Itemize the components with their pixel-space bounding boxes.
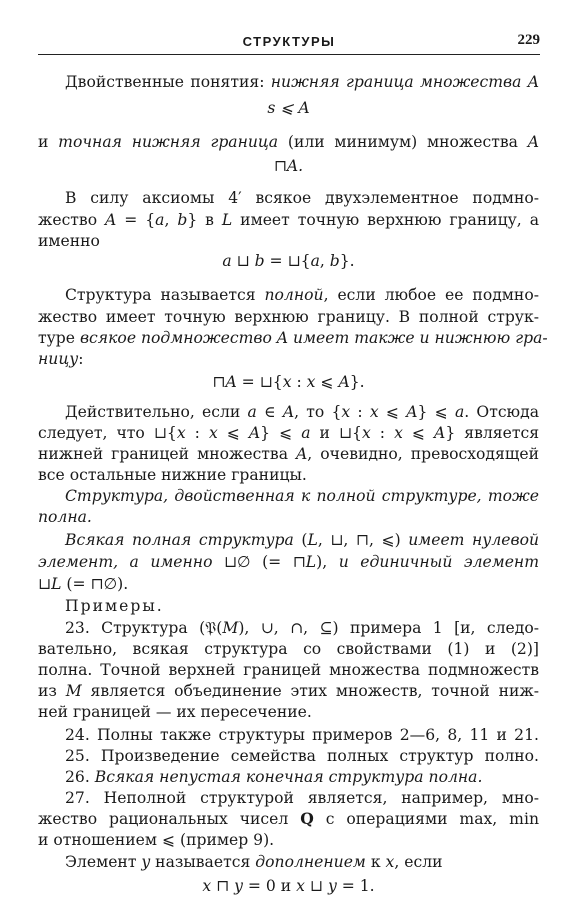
text-span: ⊓A bbox=[212, 373, 237, 391]
text-span: ⩽ bbox=[378, 403, 407, 421]
text-span: с операциями max, min bbox=[313, 810, 539, 828]
text-span: a bbox=[310, 252, 320, 270]
text-span: ⊔ bbox=[231, 252, 255, 270]
text-span: жество имеет точную верхнюю границу. В полной струк- bbox=[38, 308, 539, 326]
text-span: Элемент bbox=[65, 853, 142, 871]
text-span: x bbox=[176, 424, 186, 442]
text-span: L bbox=[307, 531, 318, 549]
text-span: и отношением ⩽ (пример 9). bbox=[38, 831, 275, 849]
text-line bbox=[38, 328, 548, 348]
text-span: ( bbox=[293, 531, 308, 549]
text-line bbox=[65, 788, 539, 808]
text-span: В силу аксиомы 4′ всякое двухэлементное подмно- bbox=[65, 189, 539, 207]
formula bbox=[38, 251, 539, 271]
text-span: A bbox=[406, 403, 418, 421]
text-span: : bbox=[78, 350, 84, 368]
text-span: } является bbox=[445, 424, 540, 442]
text-span: L bbox=[221, 211, 233, 229]
text-span: 26. bbox=[65, 768, 95, 786]
formula bbox=[38, 98, 539, 118]
text-span: x bbox=[361, 424, 371, 442]
text-span: x bbox=[369, 403, 379, 421]
text-span: (или минимум) множества bbox=[278, 133, 528, 151]
text-line bbox=[38, 639, 539, 659]
text-line bbox=[38, 809, 539, 829]
text-line bbox=[38, 574, 128, 594]
text-span: y bbox=[234, 877, 243, 895]
text-span: Структура называется bbox=[65, 286, 265, 304]
text-span: L bbox=[305, 553, 317, 571]
text-line bbox=[38, 210, 539, 230]
text-line bbox=[65, 402, 539, 422]
page-number: 229 bbox=[517, 32, 540, 48]
text-span: x bbox=[282, 373, 292, 391]
text-line bbox=[65, 725, 539, 745]
text-line bbox=[65, 72, 539, 92]
text-span: ницу bbox=[38, 350, 79, 368]
text-span: b bbox=[177, 211, 188, 229]
text-line bbox=[38, 552, 539, 572]
text-span: ⩽ bbox=[217, 424, 249, 442]
text-span: ⩽ bbox=[402, 424, 435, 442]
text-span: ней границей — их пересечение. bbox=[38, 703, 312, 721]
text-span: M bbox=[65, 682, 82, 700]
text-span: y bbox=[327, 877, 337, 895]
text-line bbox=[65, 746, 539, 766]
text-line bbox=[38, 349, 84, 369]
text-span: ⊓ bbox=[211, 877, 235, 895]
text-span: : bbox=[370, 424, 395, 442]
text-span: A bbox=[434, 424, 446, 442]
text-span: a bbox=[222, 252, 232, 270]
text-span: нижней границей множества bbox=[38, 445, 297, 463]
text-line bbox=[65, 486, 539, 506]
text-span: и bbox=[38, 133, 59, 151]
text-span: из bbox=[38, 682, 66, 700]
text-span: a bbox=[301, 424, 311, 442]
formula bbox=[38, 156, 539, 176]
text-span: , если любое ее подмно- bbox=[323, 286, 539, 304]
text-span: M bbox=[222, 619, 239, 637]
text-line bbox=[38, 660, 539, 680]
text-span: 27. Неполной структурой является, например, мно- bbox=[65, 789, 539, 807]
text-span: x bbox=[306, 373, 316, 391]
text-span: имеет точную верхнюю границу, а bbox=[232, 211, 539, 229]
text-span: именно bbox=[38, 232, 100, 250]
text-span: b bbox=[254, 252, 265, 270]
text-line bbox=[65, 530, 539, 550]
text-span: L bbox=[51, 575, 62, 593]
text-span: элемент, а именно bbox=[38, 553, 213, 571]
text-line bbox=[65, 188, 539, 208]
text-span: = 1. bbox=[336, 877, 375, 895]
text-span: : bbox=[291, 373, 307, 391]
text-span: , bbox=[164, 211, 178, 229]
text-span: полной bbox=[264, 286, 324, 304]
text-span: A bbox=[527, 133, 539, 151]
text-span: , ⊔, ⊓, ⩽) bbox=[317, 531, 409, 549]
text-span: следует, что ⊔{ bbox=[38, 424, 177, 442]
text-line bbox=[38, 507, 92, 527]
text-span: 24. Полны также структуры примеров 2—6, 8, 11 и 21. bbox=[65, 726, 539, 744]
text-span: x bbox=[385, 853, 395, 871]
text-line bbox=[38, 830, 274, 850]
text-span: называется bbox=[150, 853, 256, 871]
formula bbox=[38, 372, 539, 392]
text-span: Всякая непустая конечная структура полна. bbox=[94, 768, 483, 786]
text-span: a bbox=[247, 403, 257, 421]
text-span: } ⩽ bbox=[417, 403, 455, 421]
text-span: ), ∪, ∩, ⊆) примера 1 [и, следо- bbox=[238, 619, 539, 637]
text-span: ), bbox=[316, 553, 339, 571]
text-line bbox=[65, 285, 539, 305]
text-span: ⊔ bbox=[38, 575, 52, 593]
text-span: x bbox=[202, 877, 212, 895]
text-line bbox=[38, 231, 100, 251]
text-span: точная нижняя граница bbox=[58, 133, 279, 151]
text-span: жество рациональных чисел bbox=[38, 810, 301, 828]
text-line bbox=[38, 307, 539, 327]
text-span: A bbox=[296, 445, 308, 463]
text-span: : bbox=[350, 403, 370, 421]
text-span: ⊔ bbox=[304, 877, 328, 895]
text-span: A bbox=[105, 211, 117, 229]
text-span: Всякая полная структура bbox=[65, 531, 294, 549]
text-span: является объединение этих множеств, точной ниж- bbox=[81, 682, 539, 700]
text-span: ⊓A. bbox=[273, 157, 304, 175]
text-span: } в bbox=[187, 211, 222, 229]
text-span: x bbox=[296, 877, 305, 895]
text-span: = ⊔{ bbox=[264, 252, 311, 270]
text-span: к bbox=[365, 853, 386, 871]
running-head: СТРУКТУРЫ bbox=[242, 34, 336, 49]
text-span: = ⊔{ bbox=[236, 373, 283, 391]
text-span: , если bbox=[394, 853, 443, 871]
text-span: дополнением bbox=[255, 853, 366, 871]
text-span: туре bbox=[38, 329, 80, 347]
text-span: x bbox=[208, 424, 218, 442]
text-span: a bbox=[454, 403, 465, 421]
text-line bbox=[65, 767, 482, 787]
page-header bbox=[38, 30, 540, 55]
text-line bbox=[38, 444, 539, 464]
text-span: A bbox=[282, 403, 295, 421]
text-span: }. bbox=[339, 252, 355, 270]
text-span: и единичный элемент bbox=[338, 553, 539, 571]
text-span: }. bbox=[349, 373, 365, 391]
text-span: : bbox=[185, 424, 209, 442]
text-span: и ⊔{ bbox=[310, 424, 362, 442]
text-line bbox=[65, 852, 443, 872]
text-span: , то { bbox=[294, 403, 342, 421]
text-span: y bbox=[141, 853, 151, 871]
text-span: x bbox=[394, 424, 403, 442]
text-span: a bbox=[155, 211, 165, 229]
text-span: ⩽ bbox=[315, 373, 339, 391]
text-span: A bbox=[248, 424, 261, 442]
text-line bbox=[65, 618, 539, 638]
text-span: полна. bbox=[38, 508, 92, 526]
text-span: A bbox=[338, 373, 350, 391]
text-span: Двойственные понятия: bbox=[65, 73, 271, 91]
text-span: ⊔∅ (= ⊓ bbox=[212, 553, 306, 571]
text-span: = { bbox=[116, 211, 156, 229]
text-span: Q bbox=[300, 809, 314, 828]
text-span: } ⩽ bbox=[260, 424, 302, 442]
text-span: ∈ bbox=[256, 403, 283, 421]
text-span: полна. Точной верхней границей множества подмножеств bbox=[38, 661, 539, 679]
text-line bbox=[38, 681, 539, 701]
text-line bbox=[38, 423, 539, 443]
text-span: (= ⊓∅). bbox=[61, 575, 129, 593]
text-span: все остальные нижние границы. bbox=[38, 466, 307, 484]
text-span: = 0 и bbox=[242, 877, 297, 895]
formula bbox=[38, 876, 539, 896]
text-span: , bbox=[319, 252, 330, 270]
examples-heading bbox=[65, 596, 164, 616]
text-span: s ⩽ A bbox=[267, 99, 310, 117]
text-span: b bbox=[329, 252, 340, 270]
text-span: всякое подмножество A имеет также и нижнюю гра- bbox=[79, 329, 548, 347]
text-span: . Отсюда bbox=[464, 403, 540, 421]
text-span: Действительно, если bbox=[65, 403, 248, 421]
text-span: жество bbox=[38, 211, 106, 229]
text-span: вательно, всякая структура со свойствами (1) и (2)] bbox=[38, 640, 539, 658]
text-span: Структура, двойственная к полной структуре, тоже bbox=[65, 487, 539, 505]
text-line bbox=[38, 132, 539, 152]
text-span: нижняя граница множества A bbox=[270, 73, 539, 91]
text-span: 25. Произведение семейства полных структур полно. bbox=[65, 747, 539, 765]
text-span: 23. Структура (𝔓( bbox=[65, 619, 223, 637]
text-span: имеет нулевой bbox=[408, 531, 540, 549]
text-span: , очевидно, превосходящей bbox=[307, 445, 539, 463]
text-span: Примеры. bbox=[65, 597, 164, 615]
text-span: x bbox=[341, 403, 351, 421]
text-line bbox=[38, 465, 307, 485]
text-line bbox=[38, 702, 312, 722]
